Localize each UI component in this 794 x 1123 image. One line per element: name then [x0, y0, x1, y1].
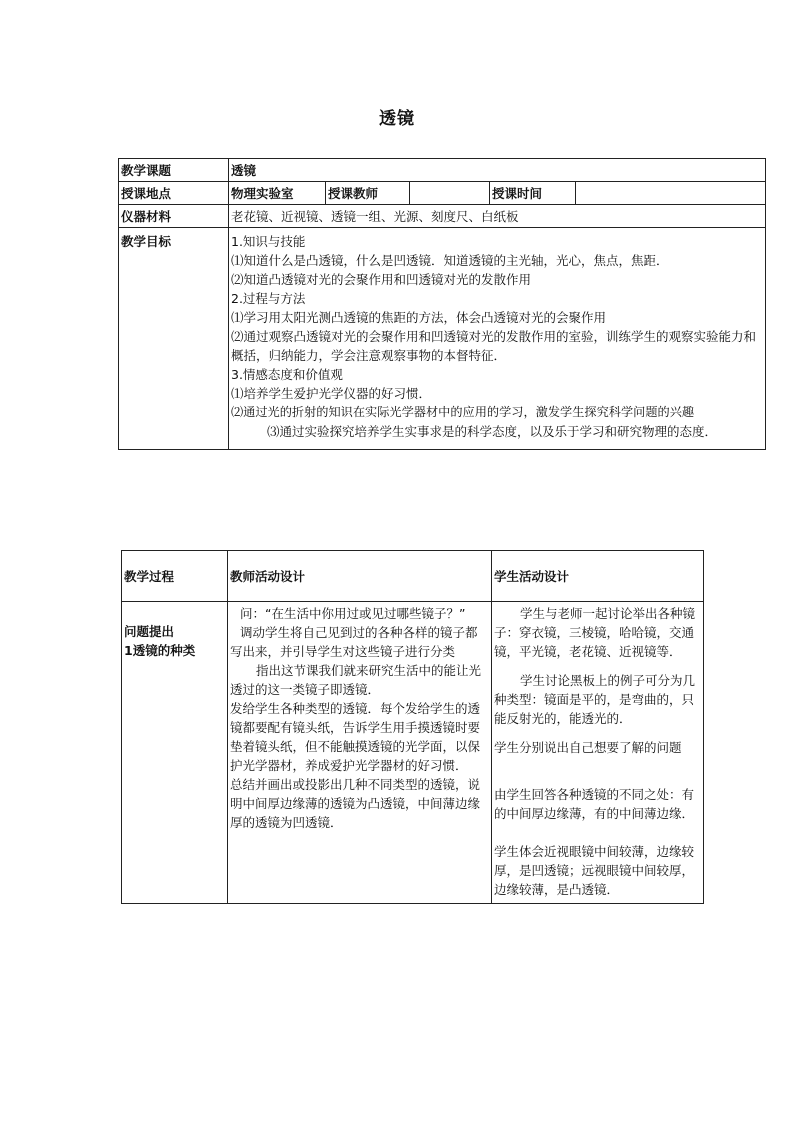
- location-row: [119, 182, 766, 205]
- lesson-info-table: [118, 158, 766, 450]
- goals-row: [119, 228, 766, 450]
- time-value: [576, 182, 766, 205]
- teacher-paragraph: 指出这节课我们就来研究生活中的能让光透过的这一类镜子即透镜．: [230, 663, 482, 697]
- document-title: 透镜: [379, 109, 415, 129]
- goal-line: 2.过程与方法: [231, 291, 306, 306]
- teaching-process-table: [121, 550, 704, 904]
- student-paragraph: 学生讨论黑板上的例子可分为几种类型：镜面是平的，是弯曲的，只能反射光的，能透光的．: [494, 673, 696, 726]
- goals-label: 教学目标: [119, 228, 229, 450]
- teacher-paragraph: 问：“在生活中你用过或见过哪些镜子？”: [240, 606, 466, 621]
- goal-line: ⑵知道凸透镜对光的会聚作用和凹透镜对光的发散作用: [231, 272, 532, 287]
- goal-line: ⑵通过光的折射的知识在实际光学器材中的应用的学习，激发学生探究科学问题的兴趣: [231, 405, 695, 419]
- goals-content: [229, 228, 766, 450]
- student-paragraph: 学生体会近视眼镜中间较薄，边缘较厚，是凹透镜；远视眼镜中间较厚，边缘较薄，是凸透镜．: [494, 844, 695, 897]
- stage-subtitle: 1透镜的种类: [124, 643, 196, 658]
- goal-line: ⑴培养学生爱护光学仪器的好习惯．: [231, 386, 432, 401]
- goal-line: 3.情感态度和价值观: [231, 367, 343, 382]
- materials-value: 老花镜、近视镜、透镜一组、光源、刻度尺、白纸板: [229, 205, 766, 228]
- teacher-activity-header: 教师活动设计: [228, 551, 492, 602]
- teacher-paragraph: 调动学生将自己见到过的各种各样的镜子都写出来，并引导学生对这些镜子进行分类: [230, 625, 478, 659]
- materials-label: 仪器材料: [119, 205, 229, 228]
- student-paragraph: 学生分别说出自己想要了解的问题: [494, 740, 682, 755]
- student-paragraph: 由学生回答各种透镜的不同之处：有的中间厚边缘薄，有的中间薄边缘．: [494, 787, 695, 821]
- teacher-label: 授课教师: [326, 182, 410, 205]
- process-header: 教学过程: [122, 551, 228, 602]
- topic-value: 透镜: [229, 159, 766, 182]
- teacher-paragraph: 发给学生各种类型的透镜．每个发给学生的透镜都要配有镜头纸，告诉学生用手摸透镜时要垫着镜头纸，但不能触摸透镜的光学面，以保护光学器材，养成爱护光学器材的好习惯．: [230, 701, 481, 773]
- time-label: 授课时间: [490, 182, 576, 205]
- goal-line: ⑴学习用太阳光测凸透镜的焦距的方法，体会凸透镜对光的会聚作用: [231, 310, 607, 325]
- goal-line: 1.知识与技能: [231, 234, 306, 249]
- location-label: 授课地点: [119, 182, 229, 205]
- student-activity-header: 学生活动设计: [492, 551, 704, 602]
- location-value: 物理实验室: [229, 182, 326, 205]
- teacher-value: [410, 182, 490, 205]
- topic-row: [119, 159, 766, 182]
- process-body-row: [122, 602, 704, 904]
- student-paragraph: 学生与老师一起讨论举出各种镜子：穿衣镜，三棱镜，哈哈镜，交通镜，平光镜，老花镜、近视镜等．: [494, 606, 696, 659]
- stage-cell: [122, 602, 228, 904]
- teacher-paragraph: 总结并画出或投影出几种不同类型的透镜，说明中间厚边缘薄的透镜为凸透镜，中间薄边缘厚的透镜为凹透镜．: [230, 777, 481, 830]
- teacher-activity-cell: [228, 602, 492, 904]
- topic-label: 教学课题: [119, 159, 229, 182]
- stage-title: 问题提出: [124, 624, 175, 639]
- materials-row: [119, 205, 766, 228]
- goal-line: ⑵通过观察凸透镜对光的会聚作用和凹透镜对光的发散作用的室验，训练学生的观察实验能力和概括，归纳能力，学会注意观察事物的本督特征．: [231, 329, 757, 363]
- student-activity-cell: [492, 602, 704, 904]
- goal-line: ⑴知道什么是凸透镜，什么是凹透镜．知道透镜的主光轴，光心，焦点，焦距．: [231, 253, 669, 268]
- process-header-row: [122, 551, 704, 602]
- goal-line: ⑶通过实验探究培养学生实事求是的科学态度，以及乐于学习和研究物理的态度．: [267, 424, 718, 439]
